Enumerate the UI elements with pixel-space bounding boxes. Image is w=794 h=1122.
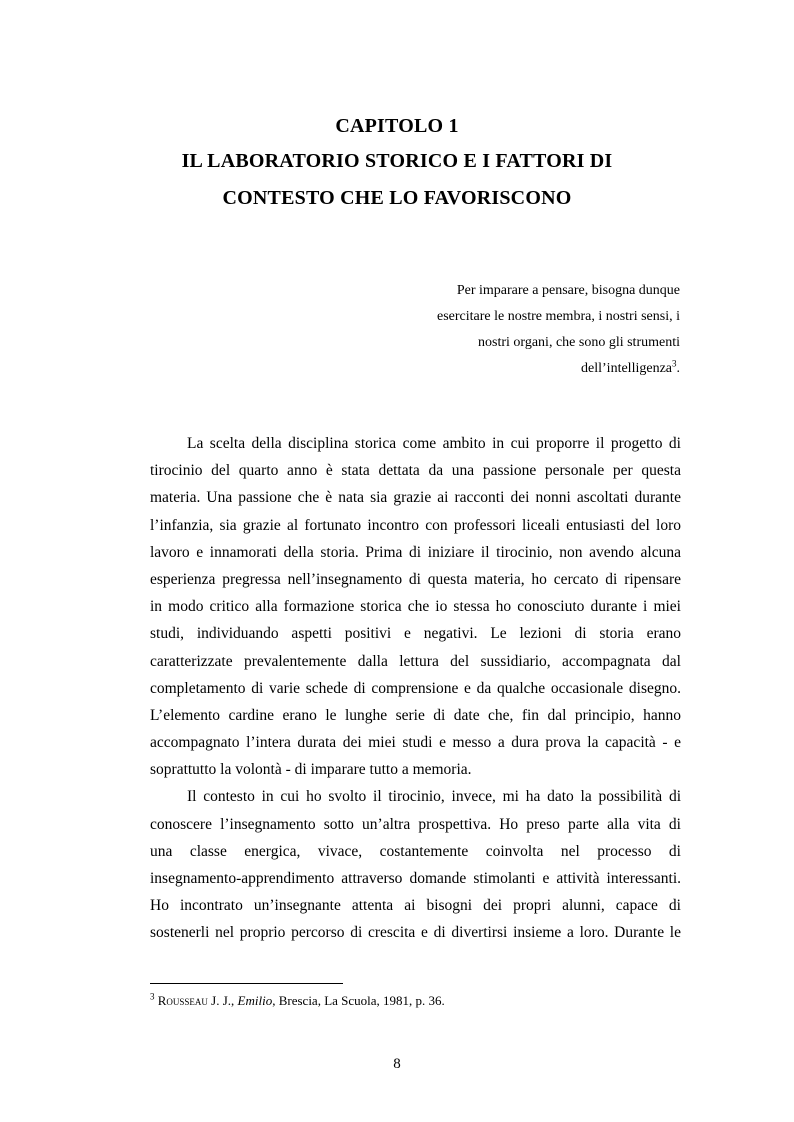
chapter-number: CAPITOLO 1	[335, 115, 459, 137]
chapter-title-line-2: CONTESTO CHE LO FAVORISCONO	[222, 187, 572, 209]
body-text	[150, 430, 681, 947]
body-line: in modo critico alla formazione storica che io stessa ho conosciuto durante i miei	[150, 598, 681, 616]
epigraph-line: Per imparare a pensare, bisogna dunque	[456, 283, 680, 298]
epigraph	[437, 278, 680, 382]
body-line: Il contesto in cui ho svolto il tirocinio, invece, mi ha dato la possibilità di	[187, 788, 681, 806]
epigraph-line-last	[437, 356, 680, 382]
body-line: insegnamento-apprendimento attraverso domande stimolanti e attività interessanti.	[150, 870, 681, 887]
page-number: 8	[393, 1056, 401, 1072]
body-line: soprattutto la volontà - di imparare tutto a memoria.	[150, 761, 472, 779]
body-line: sostenerli nel proprio percorso di crescita e di divertirsi insieme a loro. Durante le	[150, 924, 681, 942]
body-line: studi, individuando aspetti positivi e negativi. Le lezioni di storia erano	[150, 625, 681, 643]
footnote-reference[interactable]: 3	[672, 358, 677, 369]
body-line: completamento di varie schede di comprensione e da qualche occasionale disegno.	[150, 679, 681, 697]
footnote-rest: , Brescia, La Scuola, 1981, p. 36.	[272, 993, 445, 1008]
body-line: La scelta della disciplina storica come ambito in cui proporre il progetto di	[187, 435, 681, 452]
body-line: accompagnato l’intera durata dei miei studi e messo a dura prova la capacità - e	[150, 734, 681, 752]
epigraph-line: nostri organi, che sono gli strumenti	[478, 335, 680, 350]
footnote-title: Emilio	[237, 993, 273, 1008]
footnote-number: 3	[150, 991, 155, 1002]
body-line: caratterizzate prevalentemente dalla lettura del sussidiario, accompagnata dal	[150, 652, 681, 670]
body-line: una classe energica, vivace, costantemente coinvolta nel processo di	[150, 842, 681, 860]
epigraph-end: .	[676, 361, 680, 376]
chapter-title-line-1: IL LABORATORIO STORICO E I FATTORI DI	[181, 150, 613, 172]
epigraph-line: esercitare le nostre membra, i nostri sensi, i	[437, 309, 680, 324]
body-line: esperienza pregressa nell’insegnamento di questa materia, ho cercato di ripensare	[150, 570, 681, 588]
body-line: lavoro e innamorati della storia. Prima di iniziare il tirocinio, non avendo alcuna	[150, 543, 681, 561]
body-line: L’elemento cardine erano le lunghe serie di date che, fin dal principio, hanno	[150, 706, 681, 724]
footnote-author: Rousseau J. J.,	[157, 993, 235, 1008]
footnote	[150, 993, 445, 1009]
footnote-divider	[150, 983, 343, 984]
body-line: Ho incontrato un’insegnante attenta ai bisogni dei propri alunni, capace di	[150, 897, 681, 915]
epigraph-text: dell’intelligenza	[581, 361, 672, 376]
body-line: tirocinio del quarto anno è stata dettata da una passione personale per questa	[150, 462, 681, 480]
body-line: materia. Una passione che è nata sia grazie ai racconti dei nonni ascoltati durante	[150, 489, 681, 507]
body-line: conoscere l’insegnamento sotto un’altra prospettiva. Ho preso parte alla vita di	[150, 815, 681, 833]
body-line: l’infanzia, sia grazie al fortunato incontro con professori liceali entusiasti del loro	[150, 516, 681, 534]
